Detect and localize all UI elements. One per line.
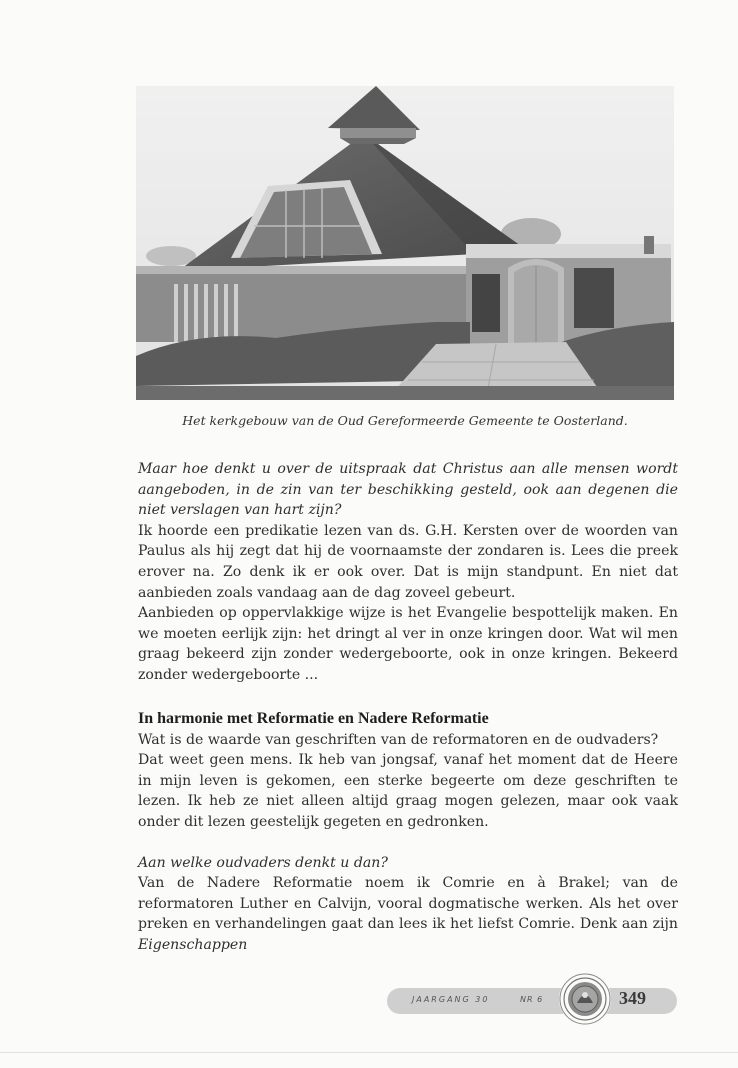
issue-number: NR 6 — [520, 995, 544, 1004]
answer-paragraph: Dat weet geen mens. Ik heb van jongsaf, vanaf het moment dat de Heere in mijn leven is gekomen, een sterke begeerte om deze geschriften te lezen. Ik heb ze niet alleen altijd graag mogen gelezen, maar ook vaak onder dit lezen geestelijk gegeten en gedronken. — [138, 752, 678, 830]
question-paragraph: Wat is de waarde van geschriften van de reformatoren en de oudvaders? — [138, 731, 659, 748]
answer-paragraph — [138, 873, 678, 955]
answer-text: Van de Nadere Reformatie noem ik Comrie en à Brakel; van de reformatoren Luther en Calvijn, vooral dogmatische werken. Als het over preken en verhandelingen gaat dan lees ik het liefst Comrie. Denk aan zijn — [138, 875, 678, 933]
seal-emblem — [559, 973, 611, 1025]
section-heading: In harmonie met Reformatie en Nadere Reformatie — [138, 709, 489, 727]
page-footer — [387, 985, 679, 1017]
page-number: 349 — [619, 988, 646, 1008]
church-photo — [136, 86, 674, 400]
volume-label: JAARGANG 30 — [412, 995, 490, 1004]
page-edge-line — [0, 1052, 738, 1053]
question-paragraph: Maar hoe denkt u over de uitspraak dat Christus aan alle mensen wordt aangeboden, in de zin van ter beschikking gesteld, ook aan degenen die niet verslagen van hart zijn? — [138, 461, 678, 519]
article-body — [138, 459, 678, 955]
photo-caption: Het kerkgebouw van de Oud Gereformeerde Gemeente te Oosterland. — [182, 413, 628, 428]
book-title: Eigenschappen — [138, 936, 248, 953]
answer-paragraph: Aanbieden op oppervlakkige wijze is het Evangelie bespottelijk maken. En we moeten eerlijk zijn: het dringt al ver in onze kringen door. Wat wil men graag bekeerd zijn zonder wedergeboorte, ook in onze kringen. Bekeerd zonder wedergeboorte ... — [138, 605, 678, 683]
church-illustration — [136, 86, 674, 400]
seal-icon — [559, 973, 611, 1025]
question-paragraph: Aan welke oudvaders denkt u dan? — [138, 854, 388, 871]
answer-paragraph: Ik hoorde een predikatie lezen van ds. G.H. Kersten over de woorden van Paulus als hij zegt dat hij de voornaamste der zondaren is. Lees die preek erover na. Zo denk ik er ook over. Dat is mijn standpunt. En niet dat aanbieden zoals vandaag aan de dag zoveel gebeurt. — [138, 522, 678, 601]
